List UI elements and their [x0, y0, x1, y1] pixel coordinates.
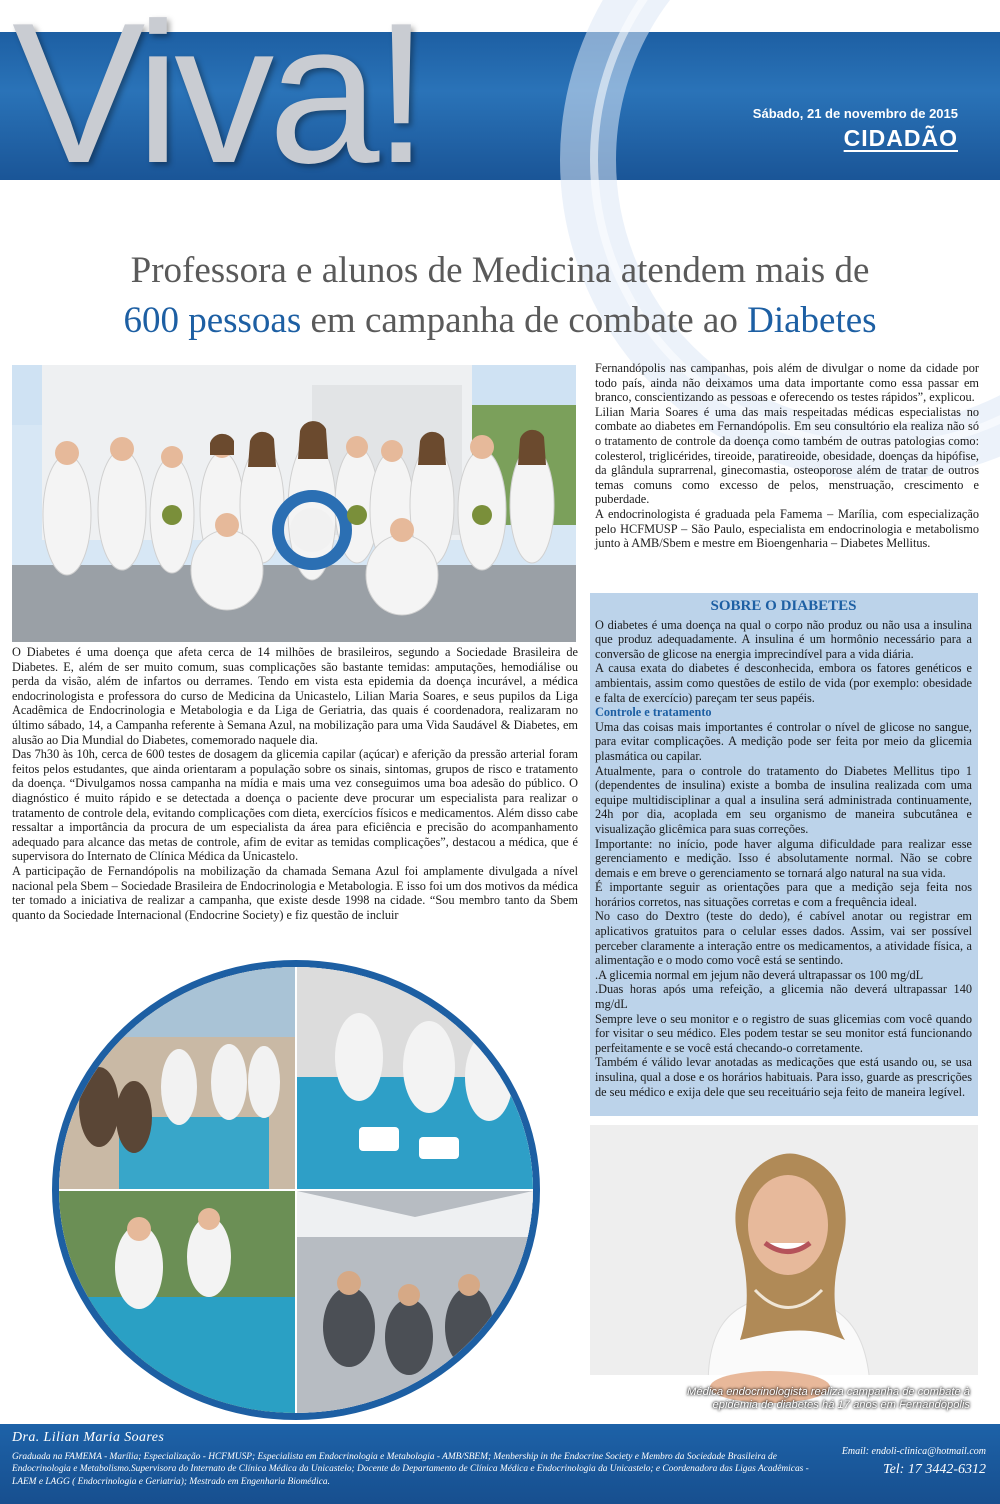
photo-collage-circle: [52, 960, 540, 1420]
section-name: CIDADÃO: [843, 125, 958, 151]
masthead-logo: Viva!: [12, 0, 424, 205]
article-paragraph: Fernandópolis nas campanhas, pois além de divulgar o nome da cidade por todo país, ainda não deixamos uma data importante como essa passar em branco, conscientizando as pessoas e oferecendo os testes rápidos”, explicou.: [595, 361, 979, 405]
sidebar-paragraph: Também é válido levar anotadas as medicações que está usando ou, se usa insulina, qual a dose e os horários habituais. Para isso, guarde as prescrições de seu médico e exija dele que seu receituário seja feito de maneira legível.: [595, 1055, 972, 1099]
sidebar-subtitle: Controle e tratamento: [595, 705, 712, 720]
sidebar-paragraph: Uma das coisas mais importantes é controlar o nível de glicose no sangue, para evitar complicações. A medição pode ser feita por meio da glicemia plasmática ou capilar.: [595, 719, 972, 763]
article-paragraph: Das 7h30 às 10h, cerca de 600 testes de dosagem da glicemia capilar (açúcar) e aferição da pressão arterial foram feitos pelos estudantes, que ainda orientaram a população sobre os sinais, sintomas, grupos de risco e tratamento da doença. “Divulgamos nossa campanha na mídia e mais uma vez conseguimos uma boa adesão do público. O diagnóstico é muito rápido e se detectada a doença o paciente deve procurar um especialista para realizar o tratamento de controle dela, evitando complicações com dieta, exercícios físicos e medicamentos. Além disso cabe ressaltar a importância da procura de um especialista da área para eficiência e precisão do acompanhamento adequado para alcance das metas de controle, afim de evitar as temidas complicações”, destacou a médica, que é supervisora do Internato de Clínica Médica da Unicastelo.: [12, 747, 578, 864]
issue-date: Sábado, 21 de novembro de 2015: [752, 106, 958, 121]
article-paragraph: A endocrinologista é graduada pela Famema – Marília, com especialização pelo HCFMUSP – São Paulo, especialista em endocrinologia e metabolismo junto à AMB/Sbem e mestre em Bioengenharia – Diabetes Mellitus.: [595, 506, 979, 551]
article-right-column: [595, 361, 979, 551]
group-photo-illustration: [12, 365, 576, 642]
headline: [0, 246, 1000, 346]
headline-line-1: Professora e alunos de Medicina atendem mais de: [130, 250, 870, 291]
article-left-column: [12, 645, 578, 922]
sidebar-title: SOBRE O DIABETES: [710, 598, 857, 614]
sidebar-paragraph: Importante: no início, pode haver alguma dificuldade para realizar esse gerenciamento e medição. Isso é absolutamente normal. Não se cobre demais e em breve o gerenciamento se tornará algo natural na sua vida.: [595, 836, 972, 880]
headline-highlight-count: 600 pessoas: [123, 300, 302, 341]
article-paragraph: Lilian Maria Soares é uma das mais respeitadas médicas especialistas no combate ao diabetes em Fernandópolis. Em seu consultório ela realiza não só o tratamento de controle da doença como também de outras patologias como: colesterol, triglicérides, tireoide, paratireoide, obesidade, doenças da hipófise, da glândula suprarrenal, ginecomastia, osteoporose além de tratar de outros temas comuns como excesso de pelos, menstruação, crescimento e puberdade.: [595, 404, 979, 507]
article-paragraph: A participação de Fernandópolis na mobilização da chamada Semana Azul foi amplamente divulgada a nível nacional pela Sbem – Sociedade Brasileira de Endocrinologia e Metabologia. E isso foi um dos motivos da médica ter tomado a iniciativa de realizar a campanha, que existe desde 1998 na cidade. “Sou membro tanto da Sbem quanto da Sociedade Internacional (Endocrine Society) e fiz questão de incluir: [12, 863, 578, 922]
article-paragraph: O Diabetes é uma doença que afeta cerca de 14 milhões de brasileiros, segundo a Sociedade Brasileira de Diabetes. E, além de ser muito comum, suas complicações são bastante temidas: amputações, hemodiálise ou perda da visão, além de infartos ou derrames. Tendo em vista esta epidemia da doença incurável, a médica endocrinologista e professora do curso de Medicina da Unicastelo, Lilian Maria Soares, e seus pupilos da Liga Acadêmica de Endocrinologia e Metabologia e da Liga de Geriatria, das quais é coordenadora, realizaram no último sábado, 14, a Campanha referente à Semana Azul, na mobilização para uma Vida Saudável & Diabetes, em alusão ao Dia Mundial do Diabetes, comemorado naquele dia.: [12, 645, 578, 747]
sidebar-paragraph: É importante seguir as orientações para que a medição seja feita nos horários corretos, nas situações corretas e com a frequência ideal.: [595, 880, 972, 909]
sidebar-paragraph: .Duas horas após uma refeição, a glicemia não deverá ultrapassar 140 mg/dL: [595, 982, 972, 1012]
sidebar-sobre-o-diabetes: [590, 593, 978, 1116]
group-photo: [12, 365, 576, 642]
headline-highlight-diabetes: Diabetes: [747, 300, 877, 341]
portrait-caption: [590, 1384, 978, 1413]
footer-email: Email: endoli-clinica@hotmail.com: [841, 1446, 986, 1457]
portrait-caption-line-2: epidemia de diabetes há 17 anos em Fernandópolis: [712, 1398, 970, 1411]
portrait-illustration: [590, 1125, 978, 1417]
collage-illustration: [59, 967, 533, 1413]
footer-doctor-name: Dra. Lilian Maria Soares: [12, 1430, 165, 1445]
doctor-portrait: [590, 1125, 978, 1417]
sidebar-paragraph: .A glicemia normal em jejum não deverá ultrapassar os 100 mg/dL: [595, 967, 924, 982]
sidebar-paragraph: Sempre leve o seu monitor e o registro de suas glicemias com você quando for visitar o seu médico. Eles podem testar se seu monitor está funcionando perfeitamente e se você está checando-o corretamente.: [595, 1011, 972, 1055]
sidebar-paragraph: Atualmente, para o controle do tratamento do Diabetes Mellitus tipo 1 (dependentes de insulina) existe a bomba de insulina realizada com uma equipe multidisciplinar a qual a insulina será administrada continuamente, 24h por dia, acoplada em seu organismo de maneira subcutânea e visualização glicêmica para suas correções.: [595, 763, 972, 836]
headline-line-2: [0, 296, 1000, 346]
footer-bio: Graduada na FAMEMA - Marília; Especialização - HCFMUSP; Especialista em Endocrinologia e Metabologia - AMB/SBEM; Menbership in the Endocrine Society e Membro da Sociedade Brasileira de Endocrinologia e Metabolismo.Supervisora do Internato de Clínica Médica da Unicastelo; Docente do Departamento de Clínica Médica e Endocrinologia da Unicastelo; e Coordenadora das Ligas Acadêmicas - LAEM e LAGG ( Endocrinologia e Geriatria); Mestrado em Engenharia Biomédica.: [12, 1452, 809, 1487]
sidebar-paragraph: A causa exata do diabetes é desconhecida, embora os fatores genéticos e ambientais, assim como questões de estilo de vida (por exemplo: obesidade e falta de exercício) pareçam ter seus papéis.: [595, 661, 972, 705]
sidebar-paragraph: No caso do Dextro (teste do dedo), é cabível anotar ou registrar em aplicativos gratuitos para o celular esses dados. Assim, vai ser possível perceber claramente a interação entre os medicamentos, a atividade física, a alimentação e o modo como você está se sentindo.: [595, 909, 972, 968]
headline-mid: em campanha de combate ao: [301, 300, 748, 341]
sidebar-paragraph: O diabetes é uma doença na qual o corpo não produz ou não usa a insulina que produz adequadamente. A insulina é um hormônio necessário para a conversão de glicose na energia imprecindível para a vida diária.: [595, 617, 972, 661]
footer-phone: Tel: 17 3442-6312: [883, 1462, 986, 1477]
portrait-caption-line-1: Médica endocrinologista realiza campanha de combate à: [687, 1386, 970, 1398]
